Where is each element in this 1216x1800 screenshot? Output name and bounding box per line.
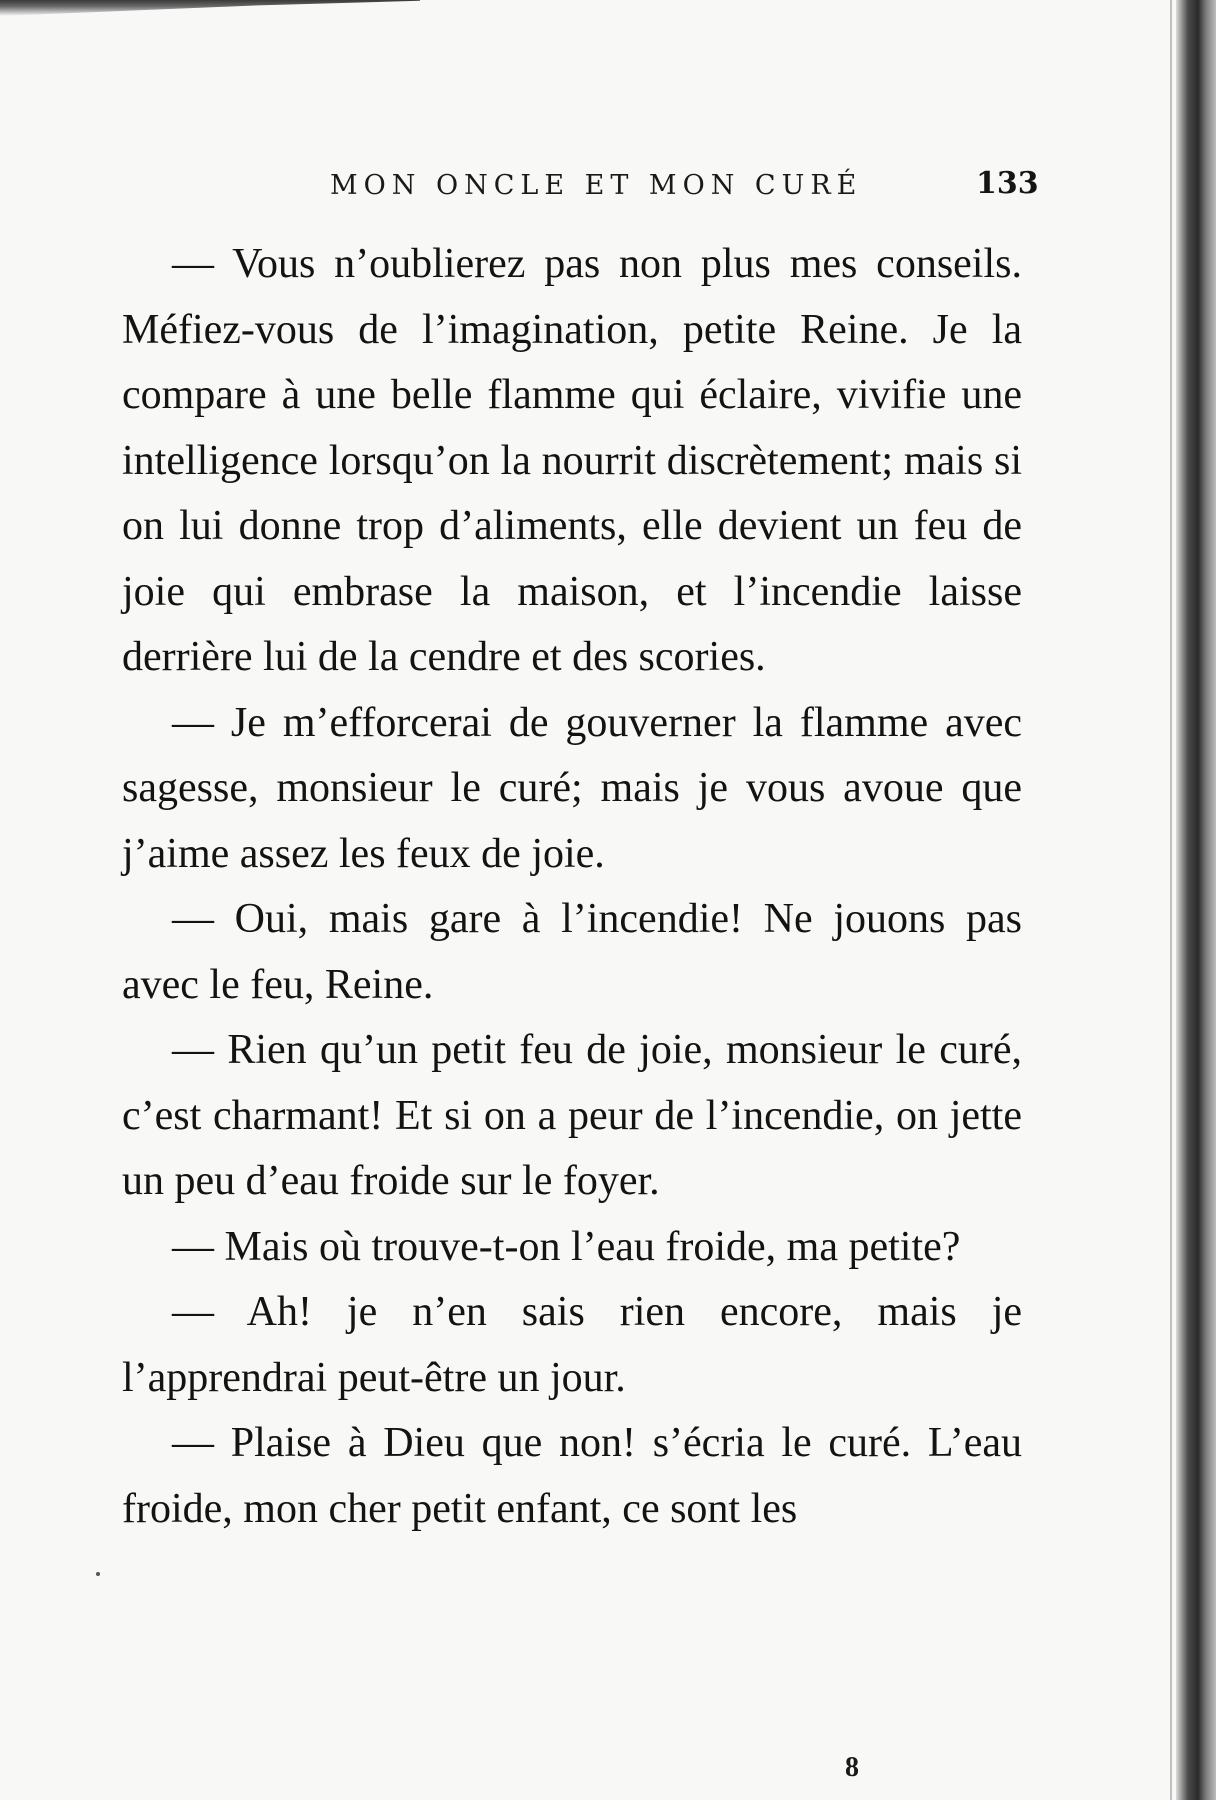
scan-right-gutter	[1176, 0, 1216, 1800]
paragraph: — Plaise à Dieu que non! s’écria le curé. L’eau froide, mon cher petit enfant, ce sont les	[122, 1420, 1022, 1532]
paragraph: — Je m’efforcerai de gouverner la flamme avec sagesse, monsieur le curé; mais je vous avoue que j’aime assez les feux de joie.	[122, 699, 1022, 877]
paragraph: — Vous n’oublierez pas non plus mes conseils. Méfiez-vous de l’imagination, petite Reine. Je la compare à une belle flamme qui éclaire, vivifie une intelligence lorsqu’on la nourrit discrètement; mais si on lui donne trop d’aliments, elle devient un feu de joie qui embrase la maison, et l’incendie laisse derrière lui de la cendre et des scories.	[122, 241, 1022, 680]
page-number: 133	[976, 166, 1039, 201]
scan-gutter-line	[1170, 0, 1172, 1800]
page-header	[330, 166, 1039, 210]
body-text	[122, 232, 1022, 1542]
paragraph: — Ah! je n’en sais rien encore, mais je l’apprendrai peut-être un jour.	[122, 1289, 1022, 1401]
paragraph: — Oui, mais gare à l’incendie! Ne jouons pas avec le feu, Reine.	[122, 896, 1022, 1008]
paragraph: — Rien qu’un petit feu de joie, monsieur le curé, c’est charmant! Et si on a peur de l’incendie, on jette un peu d’eau froide sur le foyer.	[122, 1027, 1022, 1204]
paragraph: — Mais où trouve-t-on l’eau froide, ma petite?	[172, 1223, 961, 1270]
scan-top-edge-shadow	[0, 0, 420, 16]
signature-mark: 8	[845, 1752, 859, 1783]
dust-speck	[96, 1572, 100, 1576]
running-title: MON ONCLE ET MON CURÉ	[330, 170, 863, 201]
